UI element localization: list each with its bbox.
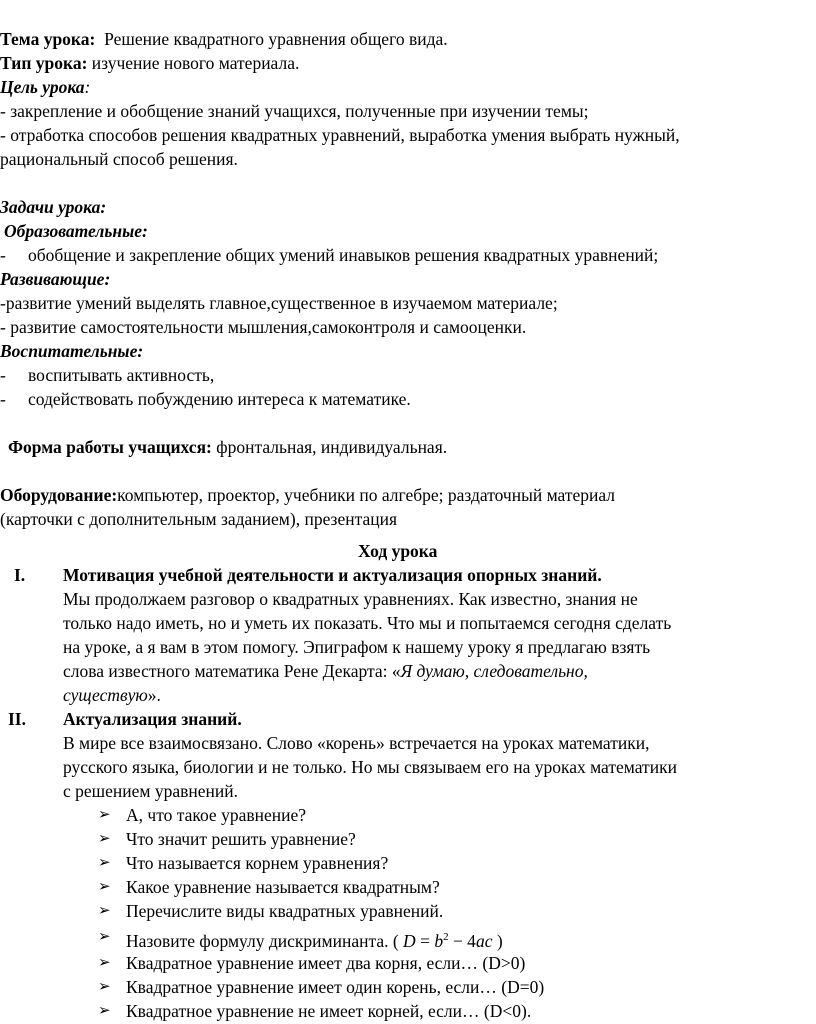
topic-line	[0, 28, 448, 50]
tasks-heading: Задачи урока:	[0, 197, 107, 217]
section-text: только надо иметь, но и уметь их показать. Что мы и попытаемся сегодня сделать	[63, 613, 672, 633]
question-item: Перечислите виды квадратных уравнений.	[126, 901, 444, 921]
arrow-bullet-icon: ➢	[98, 977, 111, 995]
upbringing-dash: -	[0, 389, 6, 409]
upbringing-item: воспитывать активность,	[28, 365, 215, 385]
type-line	[0, 52, 299, 74]
arrow-bullet-icon: ➢	[98, 953, 111, 971]
educational-heading: Образовательные:	[4, 221, 148, 241]
course-title: Ход урока	[358, 541, 438, 561]
topic-value: Решение квадратного уравнения общего вида.	[104, 29, 448, 49]
section-text: Мы продолжаем разговор о квадратных уравнениях. Как известно, знания не	[63, 589, 638, 609]
section-text	[63, 684, 161, 706]
quote-end: ».	[147, 685, 161, 705]
formula-ac: ac	[475, 930, 493, 951]
educational-item: обобщение и закрепление общих умений инавыков решения квадратных уравнений;	[28, 245, 659, 265]
formula-minus: − 4	[448, 930, 476, 951]
quote-text: Я думаю, следовательно,	[400, 661, 588, 681]
type-value: изучение нового материала.	[91, 53, 300, 73]
question-item: Что значит решить уравнение?	[126, 829, 356, 849]
formula-close: )	[492, 930, 503, 951]
topic-label: Тема урока:	[0, 29, 96, 49]
section-number: II.	[8, 709, 26, 729]
form-label: Форма работы учащихся:	[8, 437, 212, 457]
section-title: Мотивация учебной деятельности и актуализация опорных знаний.	[63, 565, 602, 585]
section-text: с решением уравнений.	[63, 781, 238, 801]
question-item: Квадратное уравнение не имеет корней, если… (D<0).	[126, 1001, 532, 1021]
question-item: А, что такое уравнение?	[126, 805, 307, 825]
form-value: фронтальная, индивидуальная.	[216, 437, 448, 457]
educational-dash: -	[0, 245, 6, 265]
equipment-value-cont: (карточки с дополнительным заданием), презентация	[0, 509, 398, 529]
goal-item: - закрепление и обобщение знаний учащихся, полученные при изучении темы;	[0, 101, 589, 121]
question-item: Какое уравнение называется квадратным?	[126, 877, 440, 897]
section-text: В мире все взаимосвязано. Слово «корень» встречается на уроках математики,	[63, 733, 650, 753]
equipment-label: Оборудование:	[0, 485, 118, 505]
goal-item: - отработка способов решения квадратных уравнений, выработка умения выбрать нужный,	[0, 125, 680, 145]
formula-lhs: D	[403, 930, 416, 951]
arrow-bullet-icon: ➢	[98, 1001, 111, 1019]
arrow-bullet-icon: ➢	[98, 853, 111, 871]
arrow-bullet-icon: ➢	[98, 829, 111, 847]
formula-eq: =	[415, 930, 435, 951]
formula-prompt: Назовите формулу дискриминанта. (	[126, 930, 399, 951]
question-item: Квадратное уравнение имеет два корня, если… (D>0)	[126, 953, 526, 973]
arrow-bullet-icon: ➢	[98, 901, 111, 919]
arrow-bullet-icon: ➢	[98, 927, 111, 945]
arrow-bullet-icon: ➢	[98, 877, 111, 895]
question-item: Что называется корнем уравнения?	[126, 853, 389, 873]
formula-base: b	[434, 930, 444, 951]
upbringing-dash: -	[0, 365, 6, 385]
quote-text-cont: существую	[63, 685, 148, 705]
question-item	[126, 926, 503, 952]
goal-label: Цель урока	[0, 77, 85, 97]
goal-heading	[0, 76, 90, 98]
developing-heading: Развивающие:	[0, 269, 111, 289]
goal-item: рациональный способ решения.	[0, 149, 238, 169]
upbringing-item: содействовать побуждению интереса к математике.	[28, 389, 411, 409]
type-label: Тип урока:	[0, 53, 88, 73]
section-text	[63, 660, 588, 682]
developing-item: - развитие самостоятельности мышления,самоконтроля и самооценки.	[0, 317, 527, 337]
section-title: Актуализация знаний.	[63, 709, 242, 729]
form-line	[8, 436, 447, 458]
section-number: I.	[14, 565, 26, 585]
section-text: русского языка, биологии и не только. Но мы связываем его на уроках математики	[63, 757, 677, 777]
formula-exp: 2	[443, 931, 449, 943]
question-item: Квадратное уравнение имеет один корень, если… (D=0)	[126, 977, 545, 997]
quote-prefix: слова известного математика Рене Декарта: «	[63, 661, 401, 681]
equipment-line	[0, 484, 615, 506]
section-text: на уроке, а я вам в этом помогу. Эпиграфом к нашему уроку я предлагаю взять	[63, 637, 651, 657]
upbringing-heading: Воспитательные:	[0, 341, 144, 361]
developing-item: -развитие умений выделять главное,существенное в изучаемом материале;	[0, 293, 558, 313]
arrow-bullet-icon: ➢	[98, 805, 111, 823]
equipment-value: компьютер, проектор, учебники по алгебре; раздаточный материал	[117, 485, 616, 505]
goal-colon: :	[84, 77, 91, 97]
